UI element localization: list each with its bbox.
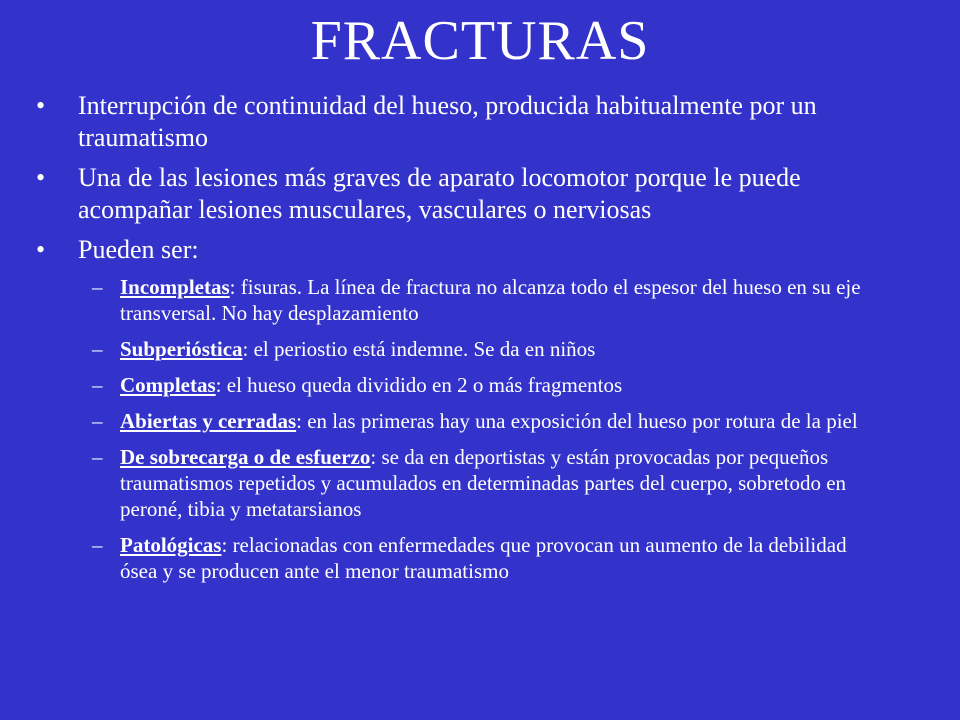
bullet-item: [0, 90, 960, 154]
bullet-marker: •: [36, 91, 46, 120]
fracture-type-item: [0, 372, 910, 398]
bullet-text: Una de las lesiones más graves de aparato locomotor porque le puede acompañar lesiones musculares, vasculares o nerviosas: [78, 163, 801, 224]
fracture-type-description: : en las primeras hay una exposición del hueso por rotura de la piel: [296, 409, 858, 433]
bullet-item: [0, 234, 960, 584]
fracture-type-item: [0, 444, 910, 522]
fracture-type-item: [0, 336, 910, 362]
bullet-text: Interrupción de continuidad del hueso, producida habitualmente por un traumatismo: [78, 91, 817, 152]
fracture-type-item: [0, 408, 910, 434]
dash-marker: –: [92, 445, 103, 469]
dash-marker: –: [92, 275, 103, 299]
bullet-list: [0, 90, 960, 594]
fracture-type-term: Abiertas y cerradas: [120, 409, 297, 433]
dash-marker: –: [92, 373, 103, 397]
fracture-type-description: : relacionadas con enfermedades que provocan un aumento de la debilidad ósea y se producen ante el menor traumatismo: [120, 533, 847, 583]
fracture-type-term: Incompletas: [120, 275, 230, 299]
dash-marker: –: [92, 337, 103, 361]
fracture-types-list: [78, 274, 910, 584]
dash-marker: –: [92, 533, 103, 557]
fracture-type-term: De sobrecarga o de esfuerzo: [120, 445, 371, 469]
fracture-type-term: Subperióstica: [120, 337, 243, 361]
bullet-marker: •: [36, 163, 46, 192]
bullet-item: [0, 162, 960, 226]
slide-title: FRACTURAS: [310, 10, 650, 72]
bullet-text: Pueden ser:: [78, 235, 199, 264]
fracture-type-item: [0, 532, 910, 584]
fracture-type-item: [0, 274, 910, 326]
bullet-marker: •: [36, 235, 46, 264]
fracture-type-description: : el periostio está indemne. Se da en niños: [242, 337, 596, 361]
fracture-type-description: : se da en deportistas y están provocadas por pequeños traumatismos repetidos y acumulados en determinadas partes del cuerpo, sobretodo en peroné, tibia y metatarsianos: [120, 445, 847, 521]
fracture-type-term: Patológicas: [120, 533, 222, 557]
fracture-type-description: : el hueso queda dividido en 2 o más fragmentos: [215, 373, 623, 397]
dash-marker: –: [92, 409, 103, 433]
fracture-type-term: Completas: [120, 373, 216, 397]
fracture-type-description: : fisuras. La línea de fractura no alcanza todo el espesor del hueso en su eje transversal. No hay desplazamiento: [120, 275, 861, 325]
